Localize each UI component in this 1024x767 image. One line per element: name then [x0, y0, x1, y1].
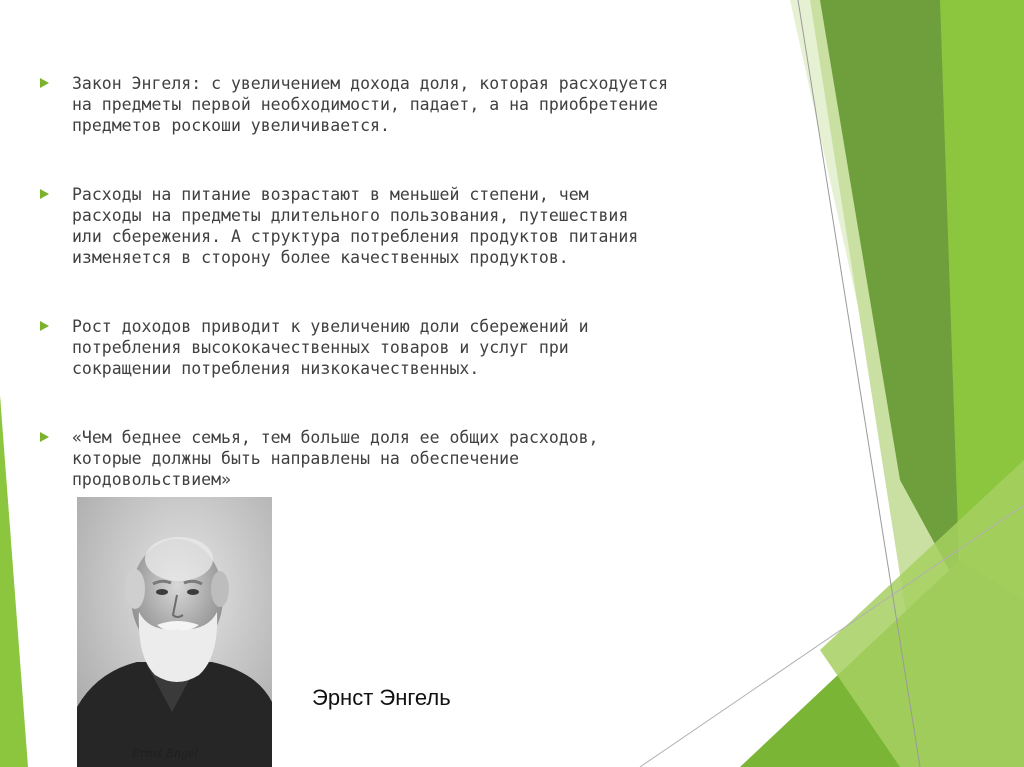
portrait-signature: Ernst Engel.	[132, 747, 202, 760]
bullet-text: Рост доходов приводит к увеличению доли сбережений и потребления высококачественных товаров и услуг при сокращении потребления низкокачественных.	[72, 317, 589, 378]
bullet-arrow-icon	[40, 78, 49, 88]
bullet-item	[40, 73, 740, 136]
left-green-shape	[0, 395, 28, 767]
bullet-item	[40, 316, 740, 379]
portrait-photo	[77, 497, 272, 767]
bullet-text: «Чем беднее семья, тем больше доля ее общих расходов, которые должны быть направлены на обеспечение продовольствием»	[72, 428, 599, 489]
bullet-item	[40, 184, 740, 268]
bullet-item	[40, 427, 740, 490]
portrait-caption: Эрнст Энгель	[312, 685, 451, 710]
bullet-arrow-icon	[40, 432, 49, 442]
bullet-text: Закон Энгеля: с увеличением дохода доля, которая расходуется на предметы первой необходимости, падает, а на приобретение предметов роскоши увеличивается.	[72, 74, 669, 135]
bullet-arrow-icon	[40, 189, 49, 199]
bullet-arrow-icon	[40, 321, 49, 331]
bullet-text: Расходы на питание возрастают в меньшей степени, чем расходы на предметы длительного пользования, путешествия или сбережения. А структура потребления продуктов питания изменяется в сторону более качественных продуктов.	[72, 185, 639, 267]
